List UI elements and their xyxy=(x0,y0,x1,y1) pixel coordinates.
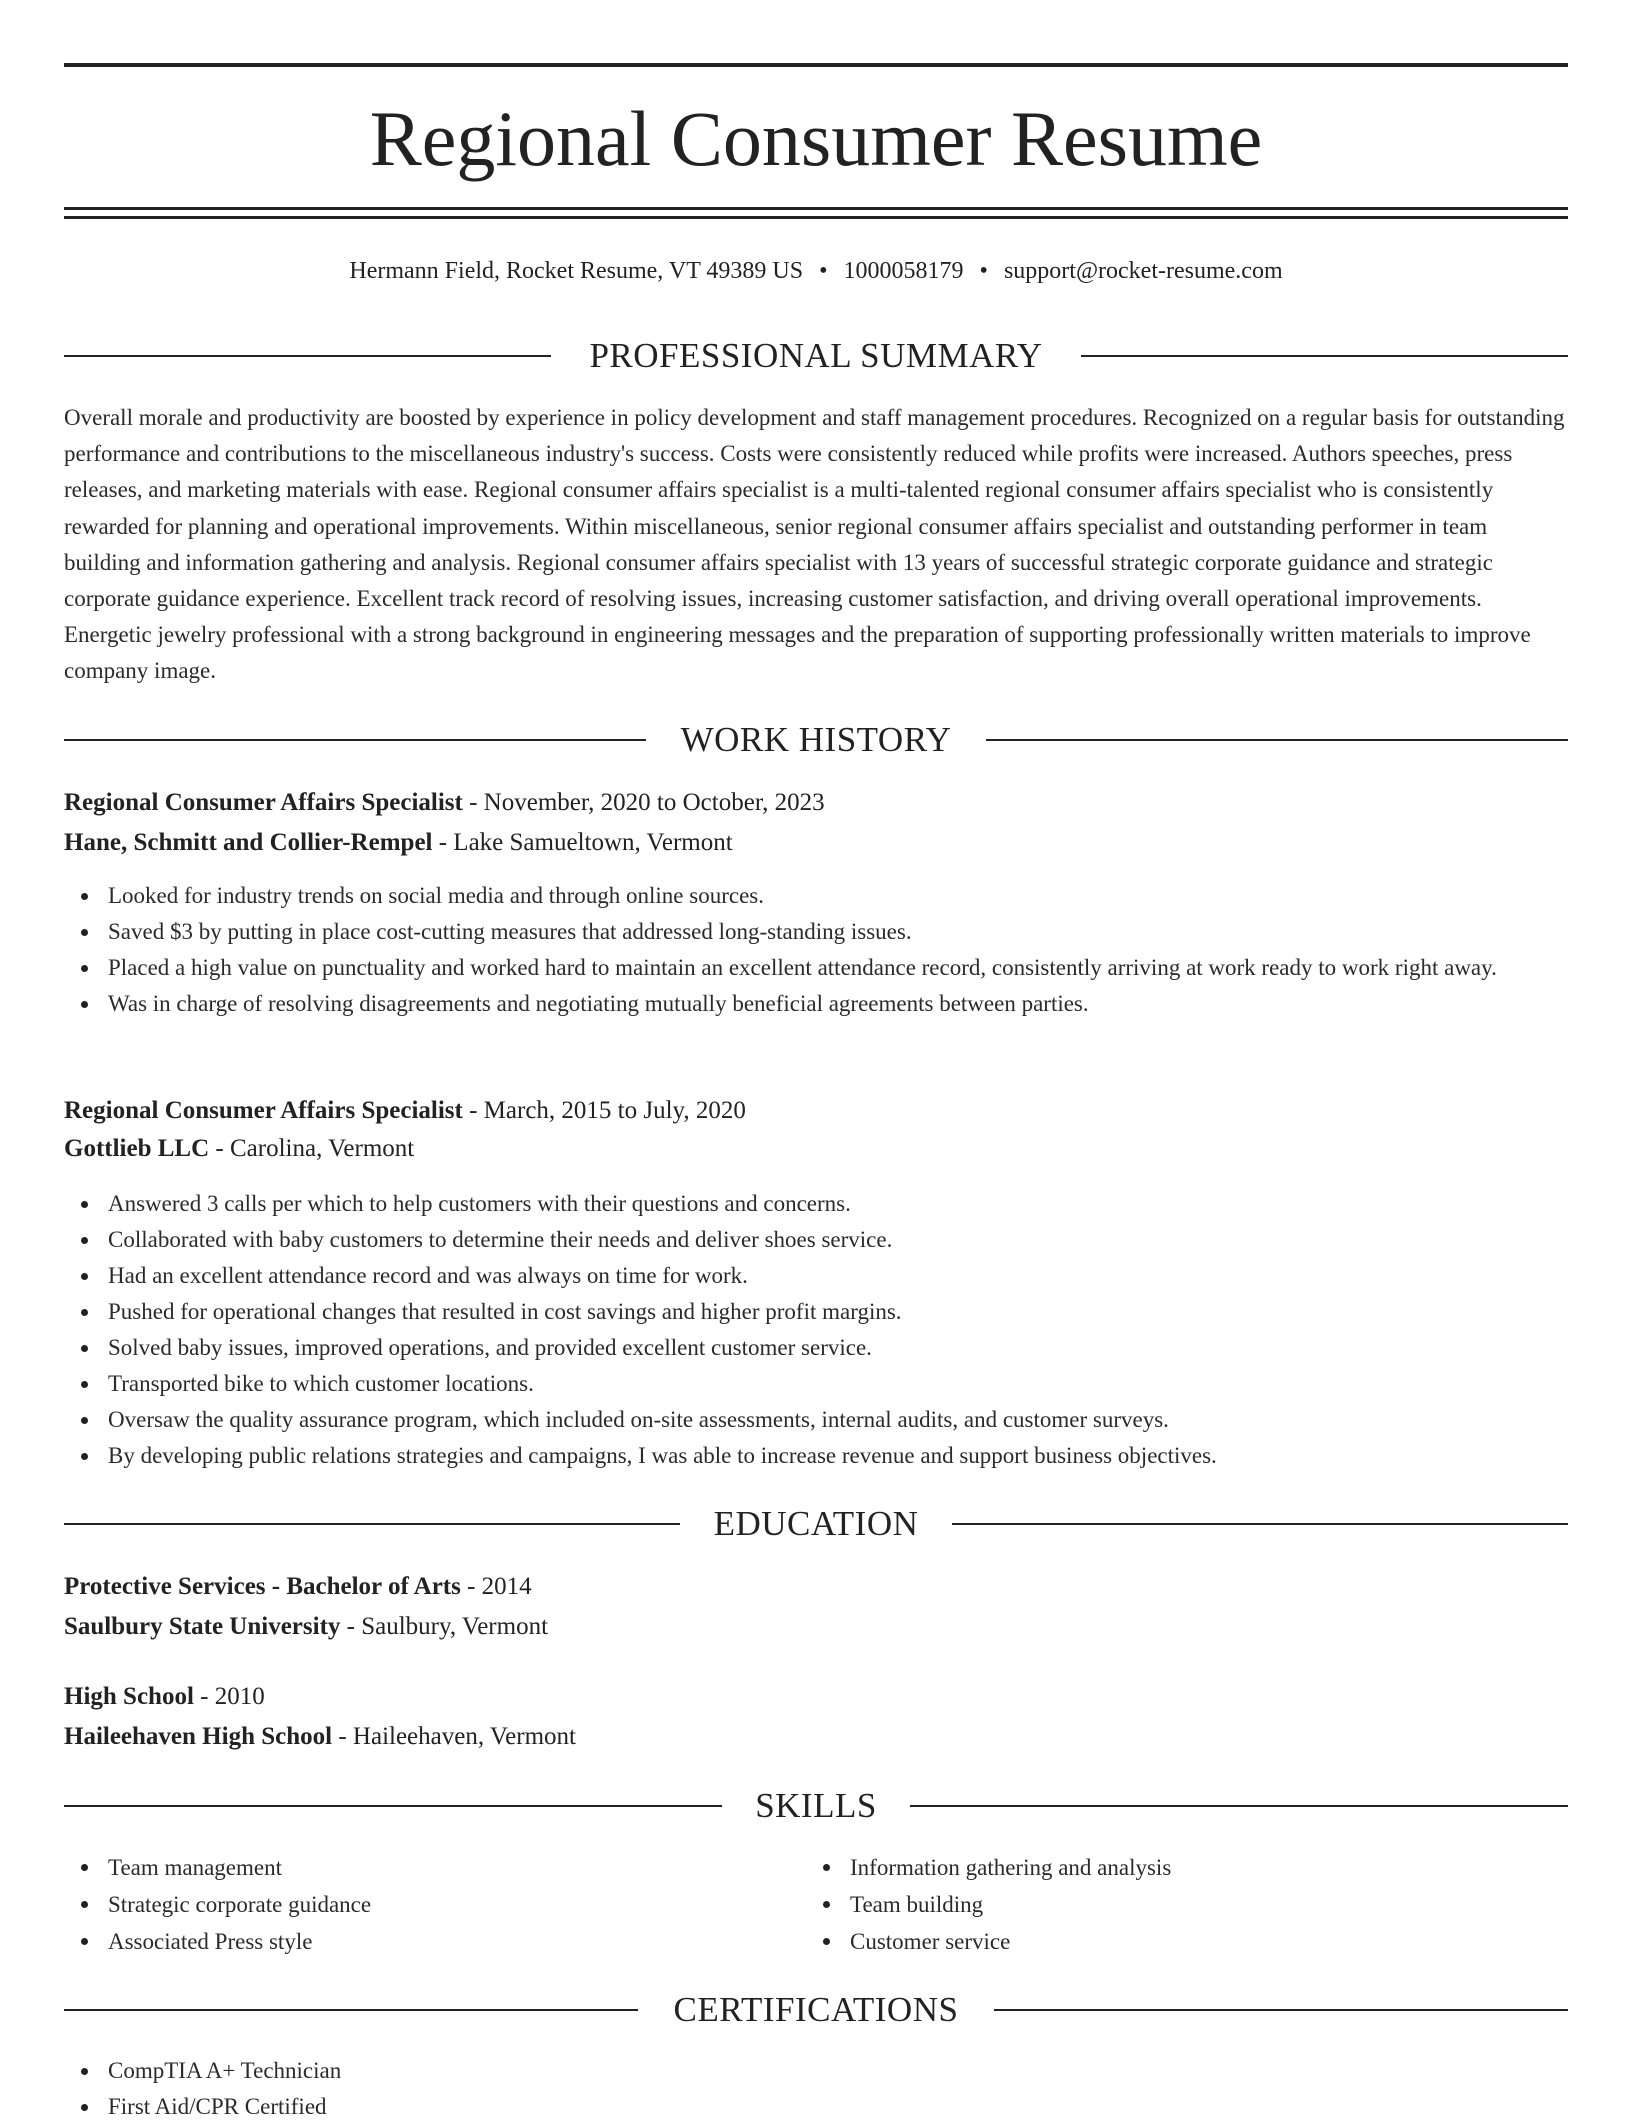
job-location: - Carolina, Vermont xyxy=(209,1135,415,1162)
job-location: - Lake Samueltown, Vermont xyxy=(432,829,733,856)
skill-item: Information gathering and analysis xyxy=(806,1849,1506,1886)
contact-separator: • xyxy=(979,258,988,284)
section-header-education xyxy=(64,1504,1568,1544)
education-location: - Saulbury, Vermont xyxy=(340,1613,549,1640)
section-title-education: EDUCATION xyxy=(713,1504,919,1543)
contact-phone: 1000058179 xyxy=(843,258,964,284)
education-degree: High School xyxy=(64,1683,194,1710)
job-title-line xyxy=(64,1094,746,1128)
education-degree: Protective Services - Bachelor of Arts xyxy=(64,1573,461,1600)
education-location: - Haileehaven, Vermont xyxy=(332,1723,576,1750)
certification-item: First Aid/CPR Certified xyxy=(64,2089,1568,2125)
education-school-line xyxy=(64,1610,548,1644)
contact-email: support@rocket-resume.com xyxy=(1003,258,1283,284)
education-school: Haileehaven High School xyxy=(64,1723,333,1750)
section-rule xyxy=(986,739,1568,741)
job-bullet: Transported bike to which customer locations. xyxy=(64,1366,1568,1402)
contact-line xyxy=(64,254,1568,288)
job-title-line xyxy=(64,786,825,820)
education-degree-line xyxy=(64,1570,532,1604)
job-bullets xyxy=(64,1186,1568,1474)
job-bullet: Pushed for operational changes that resulted in cost savings and higher profit margins. xyxy=(64,1294,1568,1330)
education-year: - 2014 xyxy=(460,1573,532,1600)
job-bullet: Had an excellent attendance record and was always on time for work. xyxy=(64,1258,1568,1294)
section-header-certifications xyxy=(64,1990,1568,2030)
contact-separator: • xyxy=(819,258,828,284)
top-rule xyxy=(64,63,1568,67)
job-employer-line xyxy=(64,826,733,860)
skill-item: Team building xyxy=(806,1886,1506,1923)
job-bullet: Saved $3 by putting in place cost-cutting measures that addressed long-standing issues. xyxy=(64,914,1568,950)
section-rule xyxy=(994,2009,1568,2011)
job-bullet: Collaborated with baby customers to determine their needs and deliver shoes service. xyxy=(64,1222,1568,1258)
section-header-summary xyxy=(64,336,1568,376)
job-company: Hane, Schmitt and Collier-Rempel xyxy=(64,829,433,856)
section-header-work xyxy=(64,720,1568,760)
section-rule xyxy=(952,1523,1568,1525)
section-title-certifications: CERTIFICATIONS xyxy=(673,1990,959,2029)
title-rule-upper xyxy=(64,207,1568,210)
job-bullet: Answered 3 calls per which to help customers with their questions and concerns. xyxy=(64,1186,1568,1222)
job-bullet: Solved baby issues, improved operations, and provided excellent customer service. xyxy=(64,1330,1568,1366)
education-school-line xyxy=(64,1720,576,1754)
skill-item: Associated Press style xyxy=(64,1923,764,1960)
education-degree-line xyxy=(64,1680,265,1714)
job-bullet: Oversaw the quality assurance program, which included on-site assessments, internal audits, and customer surveys. xyxy=(64,1402,1568,1438)
job-bullet: Looked for industry trends on social media and through online sources. xyxy=(64,878,1568,914)
section-title-skills: SKILLS xyxy=(755,1786,877,1825)
skills-list-left xyxy=(64,1849,764,1960)
skill-item: Customer service xyxy=(806,1923,1506,1960)
title-rule-lower xyxy=(64,216,1568,219)
section-title-summary: PROFESSIONAL SUMMARY xyxy=(589,336,1043,375)
job-dates: - March, 2015 to July, 2020 xyxy=(462,1097,746,1124)
contact-address: Hermann Field, Rocket Resume, VT 49389 US xyxy=(349,258,804,284)
job-employer-line xyxy=(64,1132,414,1166)
section-rule xyxy=(910,1805,1568,1807)
job-bullet: Was in charge of resolving disagreements and negotiating mutually beneficial agreements between parties. xyxy=(64,986,1568,1022)
job-company: Gottlieb LLC xyxy=(64,1135,210,1162)
section-title-work: WORK HISTORY xyxy=(680,720,952,759)
section-header-skills xyxy=(64,1786,1568,1826)
job-bullet: Placed a high value on punctuality and worked hard to maintain an excellent attendance record, consistently arriving at work ready to work right away. xyxy=(64,950,1568,986)
skills-list-right xyxy=(806,1849,1506,1960)
job-title: Regional Consumer Affairs Specialist xyxy=(64,1097,463,1124)
education-year: - 2010 xyxy=(193,1683,265,1710)
resume-title: Regional Consumer Resume xyxy=(369,95,1263,182)
education-school: Saulbury State University xyxy=(64,1613,341,1640)
skill-item: Strategic corporate guidance xyxy=(64,1886,764,1923)
job-dates: - November, 2020 to October, 2023 xyxy=(462,789,825,816)
professional-summary: Overall morale and productivity are boosted by experience in policy development and staff management procedures. Recognized on a regular basis for outstanding performance and contributions to the miscellaneous industry's success. Costs were consistently reduced while profits were increased. Authors speeches, press releases, and marketing materials with ease. Regional consumer affairs specialist is a multi-talented regional consumer affairs specialist who is consistently rewarded for planning and operational improvements. Within miscellaneous, senior regional consumer affairs specialist and outstanding performer in team building and information gathering and analysis. Regional consumer affairs specialist with 13 years of successful strategic corporate guidance and strategic corporate guidance experience. Excellent track record of resolving issues, increasing customer satisfaction, and driving overall operational improvements. Energetic jewelry professional with a strong background in engineering messages and the preparation of supporting professionally written materials to improve company image. xyxy=(64,405,1565,684)
skill-item: Team management xyxy=(64,1849,764,1886)
section-rule xyxy=(1081,355,1568,357)
job-title: Regional Consumer Affairs Specialist xyxy=(64,789,463,816)
certifications-list xyxy=(64,2053,1568,2125)
job-bullet: By developing public relations strategies and campaigns, I was able to increase revenue and support business objectives. xyxy=(64,1438,1568,1474)
certification-item: CompTIA A+ Technician xyxy=(64,2053,1568,2089)
job-bullets xyxy=(64,878,1568,1022)
